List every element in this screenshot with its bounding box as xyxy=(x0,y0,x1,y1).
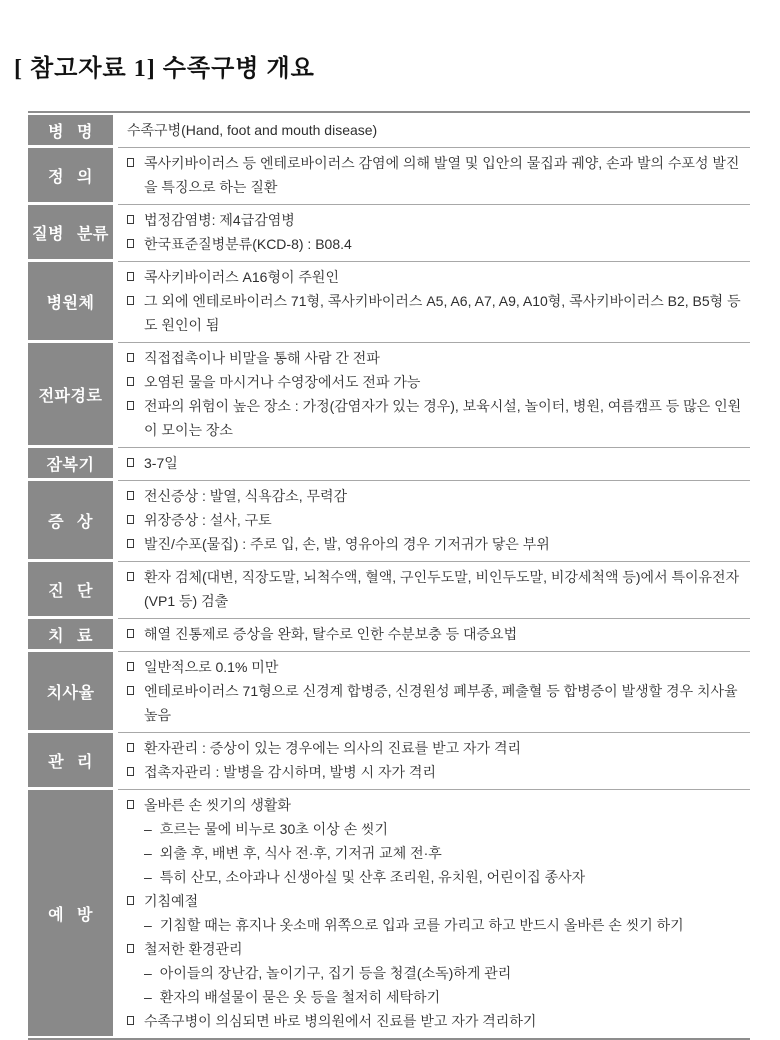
table-row xyxy=(28,733,750,787)
row-header-cell xyxy=(28,262,113,340)
list-item xyxy=(126,232,748,256)
item-text: 접촉자관리 : 발병을 감시하며, 발병 시 자가 격리 xyxy=(144,764,436,780)
row-content-cell xyxy=(118,262,750,340)
square-bullet-icon xyxy=(127,515,134,524)
item-text: 외출 후, 배변 후, 식사 전·후, 기저귀 교체 전·후 xyxy=(159,845,442,861)
list-item xyxy=(126,760,748,784)
list-item xyxy=(126,679,748,727)
list-item xyxy=(126,289,748,337)
square-bullet-icon xyxy=(127,215,134,224)
table-row xyxy=(28,790,750,1036)
item-text: 3-7일 xyxy=(144,455,178,471)
table-row xyxy=(28,343,750,445)
item-text: 발진/수포(물집) : 주로 입, 손, 발, 영유아의 경우 기저귀가 닿은 부위 xyxy=(144,536,550,552)
square-bullet-icon xyxy=(127,272,134,281)
row-header-cell xyxy=(28,733,113,787)
item-text: 전신증상 : 발열, 식욕감소, 무력감 xyxy=(144,488,348,504)
row-content-cell xyxy=(118,619,750,649)
row-header-cell xyxy=(28,562,113,616)
row-header-label: 치사율 xyxy=(46,684,95,702)
table-row xyxy=(28,262,750,340)
list-item xyxy=(126,865,748,889)
square-bullet-icon xyxy=(127,767,134,776)
item-text: 해열 진통제로 증상을 완화, 탈수로 인한 수분보충 등 대증요법 xyxy=(144,626,518,642)
list-item xyxy=(126,451,748,475)
list-item xyxy=(126,508,748,532)
item-text: 기침예절 xyxy=(144,893,199,909)
item-text: 철저한 환경관리 xyxy=(144,941,243,957)
square-bullet-icon xyxy=(127,896,134,905)
list-item xyxy=(126,622,748,646)
square-bullet-icon xyxy=(127,629,134,638)
table-row xyxy=(28,448,750,478)
dash-bullet-icon: – xyxy=(144,965,152,981)
dash-bullet-icon: – xyxy=(144,845,152,861)
row-header-label: 전파경로 xyxy=(38,387,103,405)
list-item xyxy=(126,265,748,289)
item-text: 법정감염병: 제4급감염병 xyxy=(144,212,295,228)
list-item xyxy=(126,1009,748,1033)
row-content-cell xyxy=(118,481,750,559)
row-content-cell xyxy=(118,733,750,787)
item-text: 환자관리 : 증상이 있는 경우에는 의사의 진료를 받고 자가 격리 xyxy=(144,740,521,756)
row-header-cell xyxy=(28,481,113,559)
item-text: 콕사키바이러스 A16형이 주원인 xyxy=(144,269,339,285)
square-bullet-icon xyxy=(127,401,134,410)
square-bullet-icon xyxy=(127,353,134,362)
list-item xyxy=(126,484,748,508)
row-header-cell xyxy=(28,652,113,730)
square-bullet-icon xyxy=(127,944,134,953)
dash-bullet-icon: – xyxy=(144,869,152,885)
overview-table xyxy=(28,111,750,1040)
table-row xyxy=(28,652,750,730)
list-item xyxy=(126,565,748,613)
item-text: 환자의 배설물이 묻은 옷 등을 철저히 세탁하기 xyxy=(159,989,441,1005)
square-bullet-icon xyxy=(127,1016,134,1025)
square-bullet-icon xyxy=(127,572,134,581)
item-text: 한국표준질병분류(KCD-8) : B08.4 xyxy=(144,236,352,252)
row-header-label: 치 료 xyxy=(48,627,93,645)
row-content-cell xyxy=(118,205,750,259)
row-content-cell xyxy=(118,115,750,145)
row-header-cell xyxy=(28,343,113,445)
square-bullet-icon xyxy=(127,743,134,752)
item-text: 일반적으로 0.1% 미만 xyxy=(144,659,279,675)
row-header-cell xyxy=(28,790,113,1036)
list-item xyxy=(126,961,748,985)
row-header-cell xyxy=(28,205,113,259)
item-text: 그 외에 엔테로바이러스 71형, 콕사키바이러스 A5, A6, A7, A9, A10형, 콕사키바이러스 B2, B5형 등도 원인이 됨 xyxy=(144,293,741,333)
row-header-label: 병원체 xyxy=(46,294,95,312)
item-text: 직접접촉이나 비말을 통해 사람 간 전파 xyxy=(144,350,380,366)
square-bullet-icon xyxy=(127,239,134,248)
row-content-cell xyxy=(118,448,750,478)
item-text: 전파의 위험이 높은 장소 : 가정(감염자가 있는 경우), 보육시설, 놀이터, 병원, 여름캠프 등 많은 인원이 모이는 장소 xyxy=(144,398,742,438)
square-bullet-icon xyxy=(127,686,134,695)
item-text: 오염된 물을 마시거나 수영장에서도 전파 가능 xyxy=(144,374,421,390)
item-text: 수족구병(Hand, foot and mouth disease) xyxy=(127,122,378,138)
item-text: 특히 산모, 소아과나 신생아실 및 산후 조리원, 유치원, 어린이집 종사자 xyxy=(159,869,586,885)
list-item xyxy=(126,937,748,961)
row-header-cell xyxy=(28,148,113,202)
item-text: 기침할 때는 휴지나 옷소매 위쪽으로 입과 코를 가리고 하고 반드시 올바른 손 씻기 하기 xyxy=(159,917,684,933)
list-item xyxy=(126,817,748,841)
item-text: 흐르는 물에 비누로 30초 이상 손 씻기 xyxy=(159,821,389,837)
list-item xyxy=(126,913,748,937)
square-bullet-icon xyxy=(127,296,134,305)
square-bullet-icon xyxy=(127,491,134,500)
square-bullet-icon xyxy=(127,158,134,167)
row-header-label: 증 상 xyxy=(48,513,93,531)
row-header-label: 정 의 xyxy=(48,168,93,186)
dash-bullet-icon: – xyxy=(144,821,152,837)
page-title: [ 참고자료 1] 수족구병 개요 xyxy=(14,56,315,82)
dash-bullet-icon: – xyxy=(144,989,152,1005)
item-text: 수족구병이 의심되면 바로 병의원에서 진료를 받고 자가 격리하기 xyxy=(144,1013,537,1029)
list-item xyxy=(126,394,748,442)
row-header-label: 관 리 xyxy=(48,753,93,771)
item-text: 콕사키바이러스 등 엔테로바이러스 감염에 의해 발열 및 입안의 물집과 궤양, 손과 발의 수포성 발진을 특징으로 하는 질환 xyxy=(144,155,740,195)
list-item xyxy=(126,532,748,556)
list-item xyxy=(126,208,748,232)
row-content-cell xyxy=(118,790,750,1036)
table-row xyxy=(28,481,750,559)
row-content-cell xyxy=(118,562,750,616)
list-item xyxy=(126,736,748,760)
table-row xyxy=(28,205,750,259)
row-content-cell xyxy=(118,343,750,445)
list-item xyxy=(126,889,748,913)
table-row xyxy=(28,115,750,145)
item-text: 환자 검체(대변, 직장도말, 뇌척수액, 혈액, 구인두도말, 비인두도말, 비강세척액 등)에서 특이유전자 (VP1 등) 검출 xyxy=(144,569,740,609)
row-header-label: 진 단 xyxy=(48,582,93,600)
square-bullet-icon xyxy=(127,800,134,809)
list-item xyxy=(126,346,748,370)
row-header-cell xyxy=(28,448,113,478)
row-header-cell xyxy=(28,115,113,145)
dash-bullet-icon: – xyxy=(144,917,152,933)
square-bullet-icon xyxy=(127,377,134,386)
square-bullet-icon xyxy=(127,539,134,548)
row-header-label: 예 방 xyxy=(48,906,93,924)
row-header-label: 잠복기 xyxy=(46,456,95,474)
table-row xyxy=(28,148,750,202)
list-item xyxy=(126,841,748,865)
square-bullet-icon xyxy=(127,662,134,671)
list-item xyxy=(126,655,748,679)
item-text: 올바른 손 씻기의 생활화 xyxy=(144,797,291,813)
item-text: 엔테로바이러스 71형으로 신경계 합병증, 신경원성 폐부종, 폐출혈 등 합병증이 발생할 경우 치사율 높음 xyxy=(144,683,738,723)
list-item xyxy=(126,985,748,1009)
row-header-label: 질병 분류 xyxy=(32,225,109,243)
row-content-cell xyxy=(118,652,750,730)
item-text: 위장증상 : 설사, 구토 xyxy=(144,512,272,528)
square-bullet-icon xyxy=(127,458,134,467)
item-text: 아이들의 장난감, 놀이기구, 집기 등을 청결(소독)하게 관리 xyxy=(159,965,512,981)
row-content-cell xyxy=(118,148,750,202)
table-row xyxy=(28,562,750,616)
list-item xyxy=(126,793,748,817)
row-header-cell xyxy=(28,619,113,649)
row-header-label: 병 명 xyxy=(48,123,93,141)
list-item xyxy=(126,151,748,199)
list-item xyxy=(126,118,748,142)
table-row xyxy=(28,619,750,649)
list-item xyxy=(126,370,748,394)
